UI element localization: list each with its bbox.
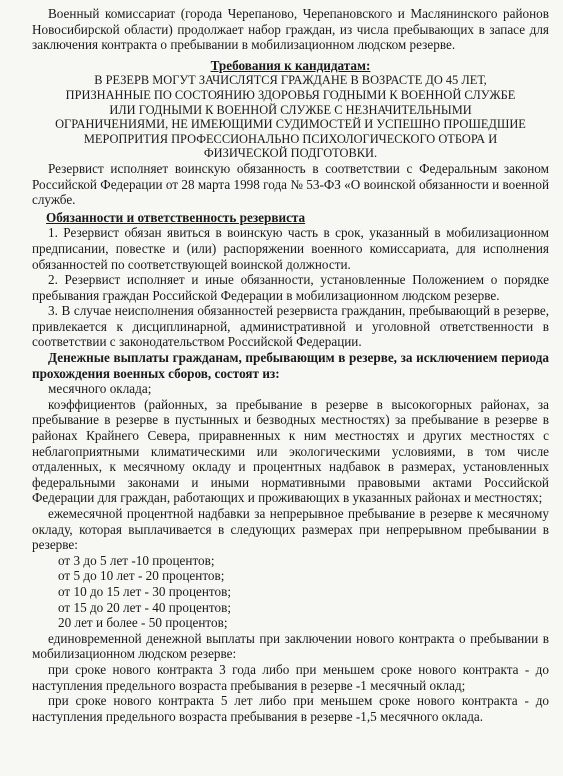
bonus-level-2: от 5 до 10 лет - 20 процентов; xyxy=(58,568,225,584)
law-paragraph: Резервист исполняет воинскую обязанность в соответствии с Федеральным законом Российской Федерации от 28 марта 1998 года № 53-ФЗ «О воинской обязанности и военной службе. xyxy=(32,160,549,208)
duties-heading: Обязанности и ответственность резервиста xyxy=(46,209,306,225)
requirements-text: В РЕЗЕРВ МОГУТ ЗАЧИСЛЯТСЯ ГРАЖДАНЕ В ВОЗРАСТЕ ДО 45 ЛЕТ, ПРИЗНАННЫЕ ПО СОСТОЯНИЮ ЗДОРОВЬЯ ГОДНЫМИ К ВОЕННОЙ СЛУЖБЕ ИЛИ ГОДНЫМИ К ВОЕННОЙ СЛУЖБЕ С НЕЗНАЧИТЕЛЬНЫМИ ОГРАНИЧЕНИЯМИ, НЕ ИМЕЮЩИМИ СУДИМОСТЕЙ И УСПЕШНО ПРОШЕДШИЕ МЕРОПРИТИЯ ПРОФЕССИОНАЛЬНО ПСИХОЛОГИЧЕСКОГО ОТБОРА И ФИЗИЧЕСКОЙ ПОДГОТОВКИ. xyxy=(55,73,526,161)
duty-item-1: 1. Резервист обязан явиться в воинскую часть в срок, указанный в мобилизационном предписании, повестке и (или) распоряжении военного комиссариата, для исполнения обязанностей по соответствующей воинской должности. xyxy=(32,225,549,272)
duty-item-2: 2. Резервист исполняет и иные обязанности, установленные Положением о порядке пребывания граждан Российской Федерации в мобилизационном людском резерве. xyxy=(32,272,549,303)
payment-monthly-bonus: ежемесячной процентной надбавки за непрерывное пребывание в резерве к месячному окладу, которая выплачивается в следующих размерах при непрерывном пребывании в резерве: xyxy=(32,506,549,553)
payments-heading: Денежные выплаты гражданам, пребывающим в резерве, за исключением периода прохождения военных сборов, состоят из: xyxy=(32,350,549,381)
bonus-level-5: 20 лет и более - 50 процентов; xyxy=(58,615,228,631)
bonus-level-4: от 15 до 20 лет - 40 процентов; xyxy=(58,599,232,615)
one-time-term-3-years: при сроке нового контракта 3 года либо при меньшем сроке нового контракта - до наступления предельного возраста пребывания в резерве -1 месячный оклад; xyxy=(32,661,549,693)
bonus-level-1: от 3 до 5 лет -10 процентов; xyxy=(58,552,215,568)
payment-coefficients: коэффициентов (районных, за пребывание в резерве в высокогорных районах, за пребывание в резерве в пустынных и безводных местностях) за пребывание в резерве в районах Крайнего Севера, приравненных к ним местностях и других местностях с неблагоприятными климатическими или экологическими условиями, в том числе отдаленных, к месячному окладу и процентных надбавок в размерах, установленных федеральными законами и иными нормативными правовыми актами Российской Федерации для граждан, работающих и проживающих в указанных районах и местностях; xyxy=(32,396,549,506)
duty-item-3: 3. В случае неисполнения обязанностей резервиста гражданин, пребывающий в резерве, привлекается к дисциплинарной, административной и уголовной ответственности в соответствии с законодательством Российской Федерации. xyxy=(32,303,549,350)
one-time-term-5-years: при сроке нового контракта 5 лет либо при меньшем сроке нового контракта - до наступления предельного возраста пребывания в резерве -1,5 месячного оклада. xyxy=(32,693,549,724)
requirements-heading: Требования к кандидатам: xyxy=(210,57,371,73)
payment-salary: месячного оклада; xyxy=(48,381,152,397)
payment-one-time: единовременной денежной выплаты при заключении нового контракта о пребывании в мобилизационном людском резерве: xyxy=(32,630,549,662)
intro-paragraph: Военный комиссариат (города Черепаново, Черепановского и Маслянинского районов Новосибирской области) продолжает набор граждан, из числа пребывающих в запасе для заключения контракта о пребывании в мобилизационном людском резерве. xyxy=(32,6,549,53)
bonus-level-3: от 10 до 15 лет - 30 процентов; xyxy=(58,583,232,599)
